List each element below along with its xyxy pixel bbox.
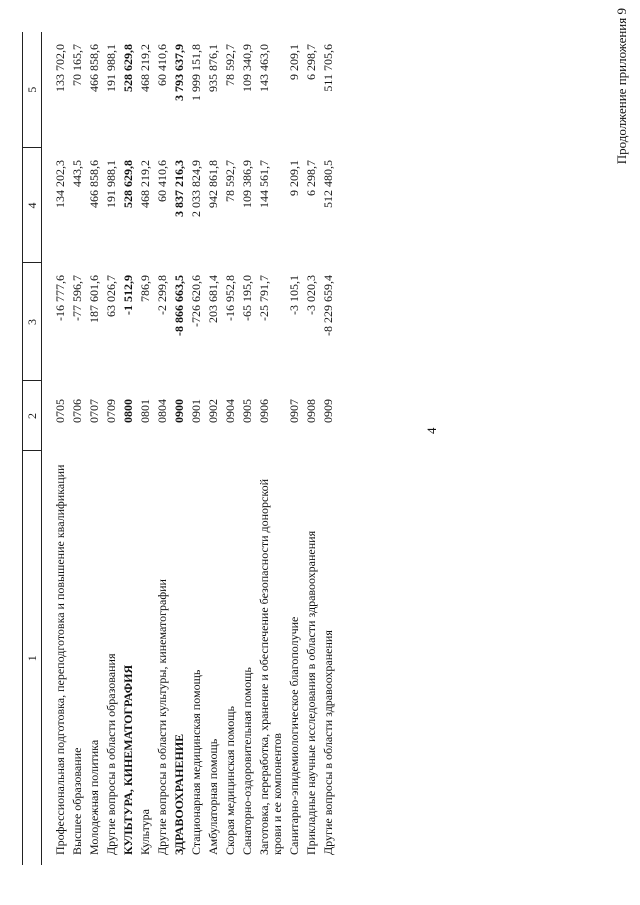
cell-name: Другие вопросы в области образования [104,653,118,855]
cell-c4: 528 629,8 [121,160,135,208]
cell-code: 0707 [87,399,101,423]
cell-code: 0800 [121,399,135,423]
cell-code: 0909 [321,399,335,423]
table-row [70,32,87,865]
cell-c3: -1 512,9 [121,275,135,315]
cell-c3: -3 020,3 [304,275,318,315]
cell-name: Культура [138,809,152,855]
table-row [206,32,223,865]
cell-code: 0804 [155,399,169,423]
cell-c5: 935 876,1 [206,44,220,92]
cell-name: Амбулаторная помощь [206,738,220,855]
cell-c3: 187 601,6 [87,275,101,323]
cell-c5: 6 298,7 [304,44,318,80]
cell-name: Санаторно-оздоровительная помощь [240,667,254,855]
cell-c4: 134 202,3 [53,160,67,208]
cell-c4: 60 410,6 [155,160,169,202]
cell-c4: 78 592,7 [223,160,237,202]
cell-c5: 468 219,2 [138,44,152,92]
cell-c4: 942 861,8 [206,160,220,208]
table-row [189,32,206,865]
cell-c5: 191 988,1 [104,44,118,92]
cell-c5: 60 410,6 [155,44,169,86]
cell-name: ЗДРАВООХРАНЕНИЕ [172,733,186,855]
cell-c3: -77 596,7 [70,275,84,321]
page-number: 4 [424,427,439,434]
table-header-row [23,32,42,865]
cell-c5: 70 165,7 [70,44,84,86]
cell-c5: 1 999 151,8 [189,44,203,101]
cell-c3: 203 681,4 [206,275,220,323]
column-header-3: 3 [23,263,42,381]
cell-c4: 6 298,7 [304,160,318,196]
cell-c5: 143 463,0 [257,44,271,92]
cell-name: Профессиональная подготовка, переподготовка и повышение квалификации [53,464,67,855]
cell-c4: 3 837 216,3 [172,160,186,217]
cell-c5: 133 702,0 [53,44,67,92]
cell-code: 0705 [53,399,67,423]
spacer-row [42,32,54,865]
cell-c5: 511 705,6 [321,44,335,92]
table-row [53,32,70,865]
cell-name: Высшее образование [70,747,84,855]
table-row [138,32,155,865]
cell-name: Другие вопросы в области здравоохранения [321,630,335,855]
cell-code: 0801 [138,399,152,423]
cell-c5: 9 209,1 [287,44,301,80]
cell-code: 0901 [189,399,203,423]
cell-c3: -8 866 663,5 [172,275,186,336]
column-header-5: 5 [23,32,42,148]
cell-name: Прикладные научные исследования в области здравоохранения [304,530,318,855]
cell-code: 0900 [172,399,186,423]
cell-name: Стационарная медицинская помощь [189,669,203,855]
cell-code: 0908 [304,399,318,423]
table-row [287,32,304,865]
cell-name: Скорая медицинская помощь [223,706,237,855]
cell-c3: -3 105,1 [287,275,301,315]
table-row [304,32,321,865]
cell-code: 0706 [70,399,84,423]
column-header-2: 2 [23,381,42,451]
cell-c3: -16 952,8 [223,275,237,321]
table-row [155,32,172,865]
table-row [223,32,240,865]
cell-name: Заготовка, переработка, хранение и обеспечение безопасности донорской крови и ее компонентов [257,478,284,855]
table-row [87,32,104,865]
cell-c5: 528 629,8 [121,44,135,92]
spacer-cell [42,32,54,865]
table-row [240,32,257,865]
cell-c3: -8 229 659,4 [321,275,335,336]
cell-c5: 3 793 637,9 [172,44,186,101]
cell-code: 0709 [104,399,118,423]
cell-c5: 466 858,6 [87,44,101,92]
cell-name: Молодежная политика [87,739,101,855]
cell-code: 0907 [287,399,301,423]
cell-c4: 443,5 [70,160,84,187]
column-header-4: 4 [23,148,42,263]
cell-c4: 512 480,5 [321,160,335,208]
cell-c4: 9 209,1 [287,160,301,196]
cell-c3: -16 777,6 [53,275,67,321]
table-row [321,32,338,865]
cell-code: 0905 [240,399,254,423]
cell-name: КУЛЬТУРА, КИНЕМАТОГРАФИЯ [121,664,135,855]
cell-code: 0904 [223,399,237,423]
cell-c4: 191 988,1 [104,160,118,208]
cell-c4: 144 561,7 [257,160,271,208]
table-body [42,32,339,865]
table-row [104,32,121,865]
cell-c4: 109 386,9 [240,160,254,208]
cell-name: Другие вопросы в области культуры, кинематографии [155,579,169,855]
cell-c3: -726 620,6 [189,275,203,327]
cell-c5: 109 340,9 [240,44,254,92]
cell-c3: -2 299,8 [155,275,169,315]
cell-c4: 468 219,2 [138,160,152,208]
cell-name: Санитарно-эпидемиологическое благополучие [287,616,301,855]
cell-c5: 78 592,7 [223,44,237,86]
cell-c3: -65 195,0 [240,275,254,321]
cell-code: 0902 [206,399,220,423]
table-row [257,32,287,865]
cell-c3: 63 026,7 [104,275,118,317]
cell-c3: 786,9 [138,275,152,302]
cell-c4: 2 033 824,9 [189,160,203,217]
cell-c4: 466 858,6 [87,160,101,208]
column-header-1: 1 [23,451,42,865]
cell-code: 0906 [257,399,271,423]
table-row [172,32,189,865]
appendix-caption: Продолжение приложения 9 [614,8,629,165]
budget-table [22,32,338,865]
cell-c3: -25 791,7 [257,275,271,321]
table-row [121,32,138,865]
